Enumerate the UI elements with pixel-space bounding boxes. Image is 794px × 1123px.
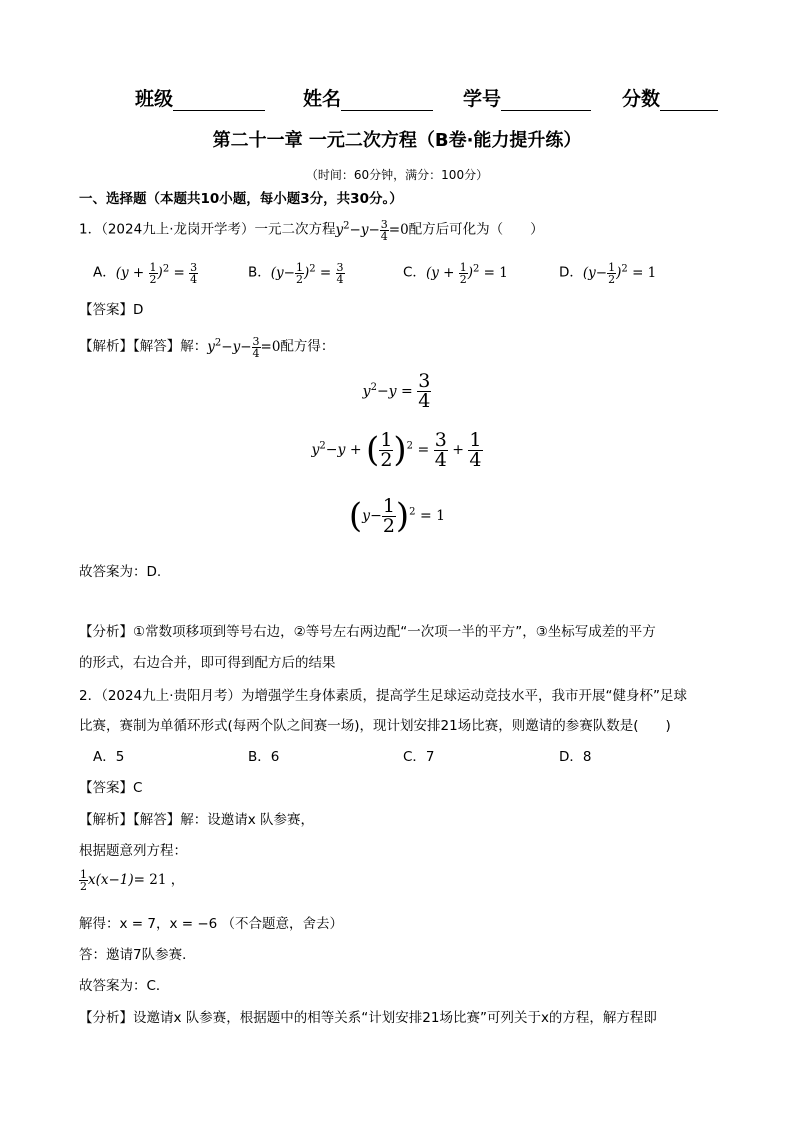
derivation-step-2: $y^2-y$ + ( $\frac{1}{2}$ )$^2$ = $\frac{3}{4}$ + $\frac{1}{4}$ — [311, 428, 482, 471]
class-label: 班级 — [135, 88, 174, 110]
option-letter: B． — [248, 264, 271, 281]
question-1 — [79, 216, 544, 243]
q2-eq-intro: 根据题意列方程： — [79, 843, 187, 859]
q2-line1: 2．（2024九上·贵阳月考）为增强学生身体素质，提高学生足球运动竞技水平，我市开展“健身杯”足球 — [79, 688, 687, 704]
option-letter: D． — [559, 264, 583, 281]
number-field[interactable] — [463, 84, 591, 111]
score-label: 分数 — [622, 88, 661, 110]
option-letter: A． — [93, 264, 116, 281]
page-title: 第二十一章 一元二次方程（B卷·能力提升练） — [212, 130, 582, 151]
q2-equation: $\frac{1}{2}$ x(x−1)= 21 ， — [80, 868, 185, 893]
number-label: 学号 — [463, 88, 502, 110]
q2-solve: 解得：x = 7，x = −6 （不合题意，舍去） — [79, 916, 344, 932]
q2-line2: 比赛，赛制为单循环形式(每两个队之间赛一场)，现计划安排21场比赛，则邀请的参赛队数是( ) — [79, 718, 671, 734]
q1-conclusion: 故答案为：D. — [79, 564, 162, 580]
analysis-prefix: 【解析】【解答】解： — [79, 338, 208, 355]
q1-fenxi-line1: 【分析】①常数项移项到等号右边，②等号左右两边配“一次项一半的平方”，③坐标写成差的平方 — [79, 624, 656, 640]
q1-option-b[interactable]: B．(y− $\frac{1}{2}$ )$^2$ = $\frac{3}{4}$ — [248, 260, 344, 286]
page-subtitle: （时间：60分钟，满分：100分） — [305, 168, 489, 182]
q1-answer: 【答案】D — [79, 302, 144, 318]
class-field[interactable] — [135, 84, 265, 111]
q1-analysis: 【解析】【解答】解：$y^2-y-$ $\frac{3}{4}$ =0配方得： — [79, 334, 335, 360]
q2-conclusion: 故答案为：C． — [79, 978, 170, 994]
score-field[interactable] — [622, 84, 718, 111]
q2-answer: 【答案】C — [79, 780, 143, 796]
name-field[interactable] — [303, 84, 433, 111]
name-label: 姓名 — [303, 88, 342, 110]
number-blank[interactable] — [501, 90, 591, 111]
q1-fenxi-line2: 的形式，右边合并，即可得到配方后的结果 — [79, 655, 336, 671]
score-blank[interactable] — [660, 90, 718, 111]
q2-fenxi: 【分析】设邀请x 队参赛，根据题中的相等关系“计划安排21场比赛”可列关于x的方程，解方程即 — [79, 1010, 657, 1026]
derivation-step-3: (y− $\frac{1}{2}$ )$^2$ = 1 — [348, 494, 446, 537]
q2-option-c[interactable]: C．7 — [403, 749, 435, 765]
class-blank[interactable] — [173, 90, 265, 111]
name-blank[interactable] — [341, 90, 433, 111]
q1-option-a[interactable]: A．(y + $\frac{1}{2}$ )$^2$ = $\frac{3}{4}$ — [93, 260, 198, 286]
q1-prefix: 1．（2024九上·龙岗开学考）一元二次方程 — [79, 221, 336, 238]
q2-option-d[interactable]: D．8 — [559, 749, 592, 765]
derivation-step-1: $y^2-y$ = $\frac{3}{4}$ — [362, 370, 431, 412]
option-letter: C． — [403, 264, 426, 281]
q2-option-a[interactable]: A．5 — [93, 749, 125, 765]
q2-option-b[interactable]: B．6 — [248, 749, 280, 765]
q1-equation: $y^2-y-$ $\frac{3}{4}$ =0 — [335, 217, 409, 243]
section-heading: 一、选择题（本题共10小题，每小题3分，共30分。） — [79, 191, 403, 207]
q1-suffix: 配方后可化为（ ） — [408, 221, 544, 238]
q1-option-c[interactable]: C．(y + $\frac{1}{2}$ )$^2$ = 1 — [403, 260, 508, 286]
q1-option-d[interactable]: D．(y− $\frac{1}{2}$ )$^2$ = 1 — [559, 260, 657, 286]
q2-eq-tail: = 21 ， — [133, 872, 185, 888]
q2-reply: 答：邀请7队参赛． — [79, 947, 196, 963]
analysis-suffix: 配方得： — [280, 338, 335, 355]
q2-analysis: 【解析】【解答】解：设邀请x 队参赛， — [79, 812, 315, 828]
